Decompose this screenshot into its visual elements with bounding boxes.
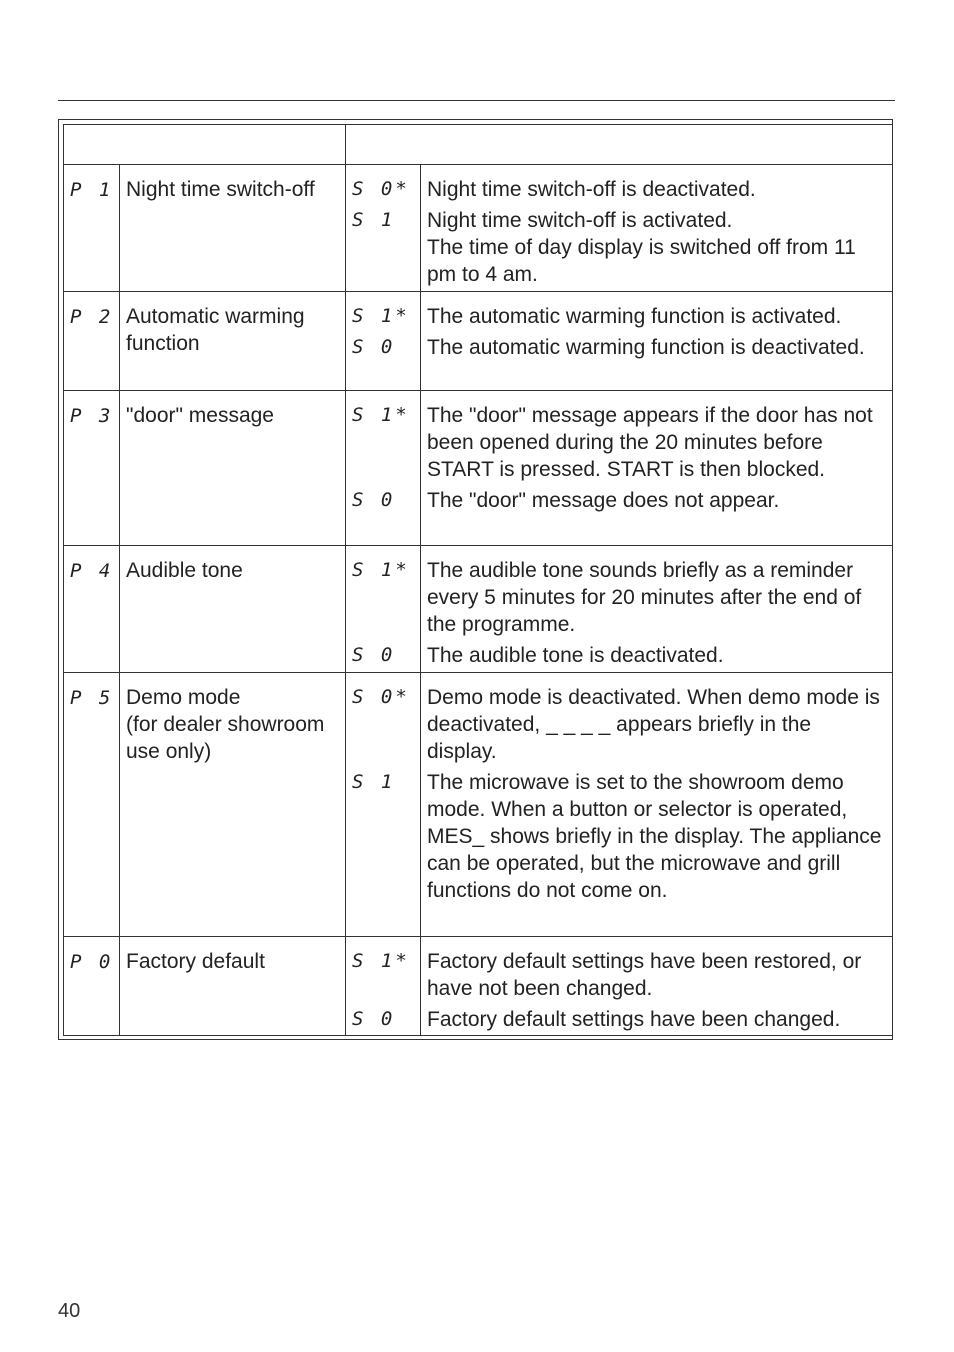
setting-descriptions [421, 391, 893, 546]
parameter-code-text: P 5 [70, 687, 114, 709]
setting-description: Factory default settings have been changed. [427, 1008, 841, 1031]
setting-description: The "door" message appears if the door has not been opened during the 20 minutes before START is pressed. START is then blocked. [427, 404, 873, 481]
header-row [64, 125, 893, 165]
setting-code: S 0 [352, 336, 396, 358]
setting-codes [346, 673, 421, 937]
setting-description: The automatic warming function is deactivated. [427, 336, 865, 359]
function-name [120, 391, 346, 546]
function-name-text: Automatic warming function [126, 305, 305, 355]
setting-descriptions [421, 673, 893, 937]
table-row [64, 292, 893, 391]
setting-code: S 1* [352, 559, 410, 581]
parameter-code [64, 292, 120, 391]
setting-codes [346, 391, 421, 546]
parameter-code-text: P 3 [70, 405, 114, 427]
parameter-code [64, 546, 120, 673]
setting-codes [346, 292, 421, 391]
setting-code: S 0 [352, 1008, 396, 1030]
table-row [64, 937, 893, 1036]
setting-codes [346, 165, 421, 292]
parameter-code [64, 165, 120, 292]
table-row [64, 165, 893, 292]
function-name-text: "door" message [126, 404, 274, 427]
parameter-code [64, 391, 120, 546]
top-rule [58, 100, 895, 101]
function-name [120, 937, 346, 1036]
parameter-code-text: P 0 [70, 951, 114, 973]
settings-table [63, 124, 893, 1036]
setting-descriptions [421, 292, 893, 391]
setting-codes [346, 546, 421, 673]
setting-descriptions [421, 937, 893, 1036]
function-name [120, 673, 346, 937]
parameter-code [64, 673, 120, 937]
header-cell-right [346, 125, 893, 165]
setting-code: S 0* [352, 178, 410, 200]
table-row [64, 673, 893, 937]
setting-code: S 1 [352, 209, 396, 231]
table-body [64, 165, 893, 1036]
setting-code: S 0 [352, 489, 396, 511]
parameter-code-text: P 1 [70, 179, 114, 201]
parameter-code-text: P 2 [70, 306, 114, 328]
setting-codes [346, 937, 421, 1036]
setting-code: S 1* [352, 404, 410, 426]
setting-descriptions [421, 165, 893, 292]
setting-description: The "door" message does not appear. [427, 489, 780, 512]
function-name [120, 165, 346, 292]
function-name-text: Audible tone [126, 559, 243, 582]
setting-description: Demo mode is deactivated. When demo mode is deactivated, _ _ _ _ appears briefly in the display. [427, 686, 880, 763]
setting-code: S 1* [352, 950, 410, 972]
setting-code: S 1 [352, 771, 396, 793]
table-row [64, 391, 893, 546]
setting-code: S 0* [352, 686, 410, 708]
setting-description: The automatic warming function is activated. [427, 305, 842, 328]
setting-description: Night time switch-off is deactivated. [427, 178, 756, 201]
setting-description: The audible tone sounds briefly as a reminder every 5 minutes for 20 minutes after the end of the programme. [427, 559, 862, 636]
function-name [120, 292, 346, 391]
parameter-code-text: P 4 [70, 560, 114, 582]
function-name-text: Demo mode (for dealer showroom use only) [126, 686, 325, 763]
function-name [120, 546, 346, 673]
setting-code: S 0 [352, 644, 396, 666]
setting-description: The audible tone is deactivated. [427, 644, 724, 667]
function-name-text: Night time switch-off [126, 178, 315, 201]
setting-description: Factory default settings have been restored, or have not been changed. [427, 950, 862, 1000]
page-number: 40 [58, 1300, 81, 1322]
table-row [64, 546, 893, 673]
parameter-code [64, 937, 120, 1036]
setting-description: The microwave is set to the showroom demo mode. When a button or selector is operated, MES_ shows briefly in the display. The appliance can be operated, but the microwave and grill functions do not come on. [427, 771, 882, 902]
setting-code: S 1* [352, 305, 410, 327]
setting-descriptions [421, 546, 893, 673]
setting-description: Night time switch-off is activated. The time of day display is switched off from 11 pm to 4 am. [427, 209, 856, 286]
header-cell-left [64, 125, 346, 165]
function-name-text: Factory default [126, 950, 265, 973]
